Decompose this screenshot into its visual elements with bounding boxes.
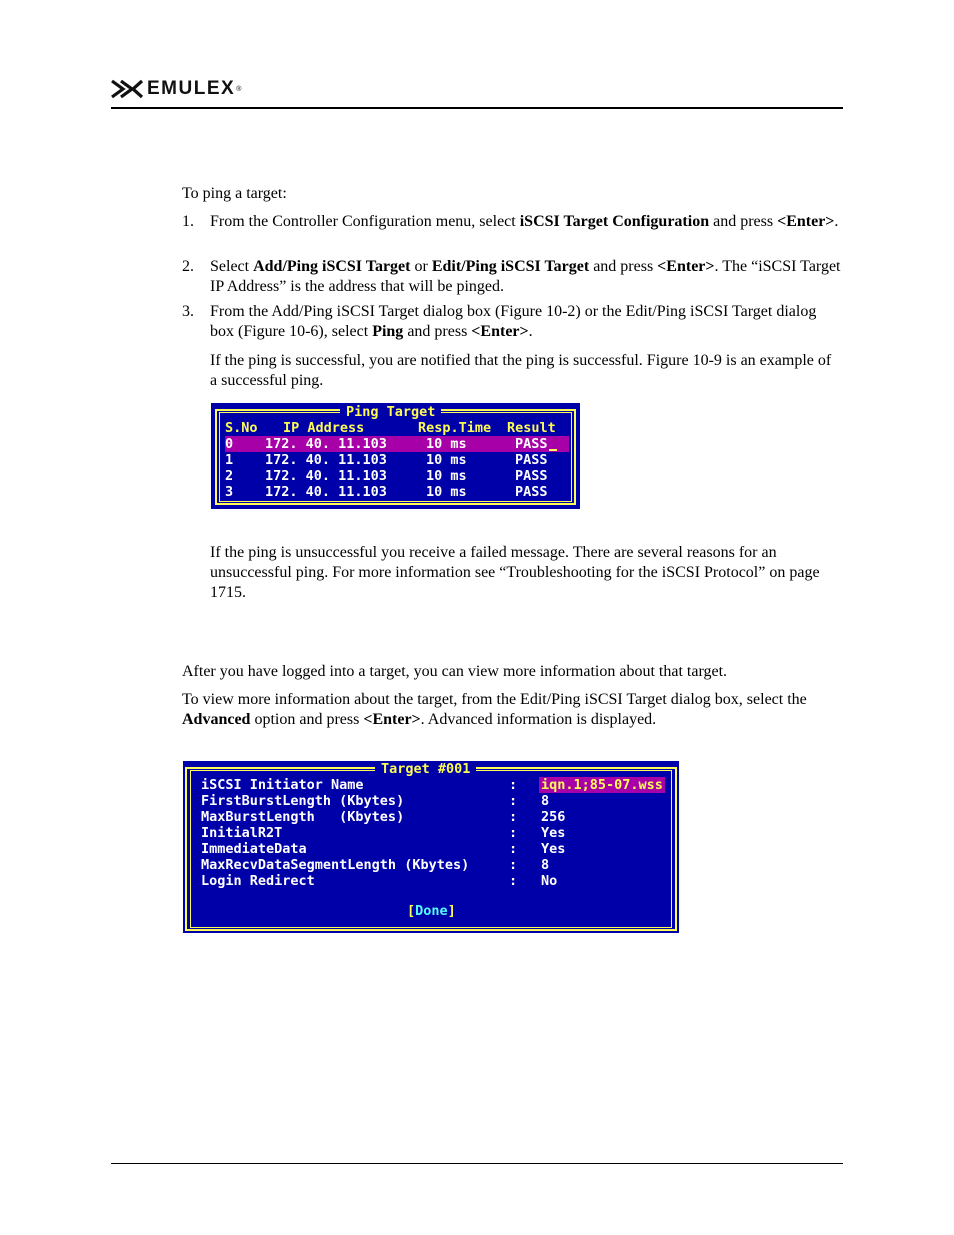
step-text: From the Controller Configuration menu, select iSCSI Target Configuration and press <Enter>. [210, 213, 839, 230]
table-row[interactable]: 3 172. 40. 11.103 10 ms PASS [225, 484, 548, 500]
table-row[interactable]: 0 172. 40. 11.103 10 ms PASS [225, 436, 569, 452]
after-login-text: After you have logged into a target, you can view more information about that target. [182, 663, 728, 680]
table-row[interactable]: 1 172. 40. 11.103 10 ms PASS [225, 452, 548, 468]
first-burst-row: FirstBurstLength (Kbytes) : 8 [201, 793, 550, 809]
table-row[interactable]: 2 172. 40. 11.103 10 ms PASS [225, 468, 548, 484]
step-number: 2. [182, 258, 194, 275]
footer-rule [111, 1163, 843, 1164]
initial-r2t-row: InitialR2T : Yes [201, 825, 566, 841]
cursor-icon [549, 436, 557, 451]
view-more-text: To view more information about the target, from the Edit/Ping iSCSI Target dialog box, select the Advanced option and press <Enter>. Advanced information is displayed. [182, 691, 807, 728]
target-advanced-screen [183, 761, 679, 933]
step-text: From the Add/Ping iSCSI Target dialog box (Figure 10-2) or the Edit/Ping iSCSI Target dialog box (Figure 10-6), select Ping and press <Enter>. [210, 303, 817, 340]
step-number: 3. [182, 303, 194, 320]
fail-note: If the ping is unsuccessful you receive a failed message. There are several reasons for an unsuccessful ping. For more information see “Troubleshooting for the iSCSI Protocol” on page 1715. [210, 544, 820, 601]
ping-target-screen [211, 403, 580, 509]
max-burst-row: MaxBurstLength (Kbytes) : 256 [201, 809, 566, 825]
page-header [111, 78, 241, 100]
header-rule [111, 107, 843, 109]
intro-text: To ping a target: [182, 185, 287, 202]
done-button[interactable]: [Done] [407, 903, 456, 919]
trademark: ® [236, 85, 242, 93]
immediate-data-row: ImmediateData : Yes [201, 841, 566, 857]
initiator-name-row: iSCSI Initiator Name : iqn.1;85-07.wss [201, 777, 663, 793]
initiator-name-field[interactable]: iqn.1;85-07.wss [541, 777, 663, 793]
brand-name: EMULEX [147, 78, 236, 99]
emulex-logo-icon [111, 79, 143, 99]
table-header: S.No IP Address Resp.Time Result [225, 420, 556, 436]
success-note: If the ping is successful, you are notified that the ping is successful. Figure 10-9 is an example of a successful ping. [210, 352, 832, 389]
step-number: 1. [182, 213, 194, 230]
step-text: Select Add/Ping iSCSI Target or Edit/Ping iSCSI Target and press <Enter>. The “iSCSI Target IP Address” is the address that will be pinged. [210, 258, 841, 295]
login-redirect-row: Login Redirect : No [201, 873, 558, 889]
screen-title: Ping Target [340, 404, 441, 420]
max-recv-row: MaxRecvDataSegmentLength (Kbytes) : 8 [201, 857, 550, 873]
screen-title: Target #001 [375, 761, 476, 777]
